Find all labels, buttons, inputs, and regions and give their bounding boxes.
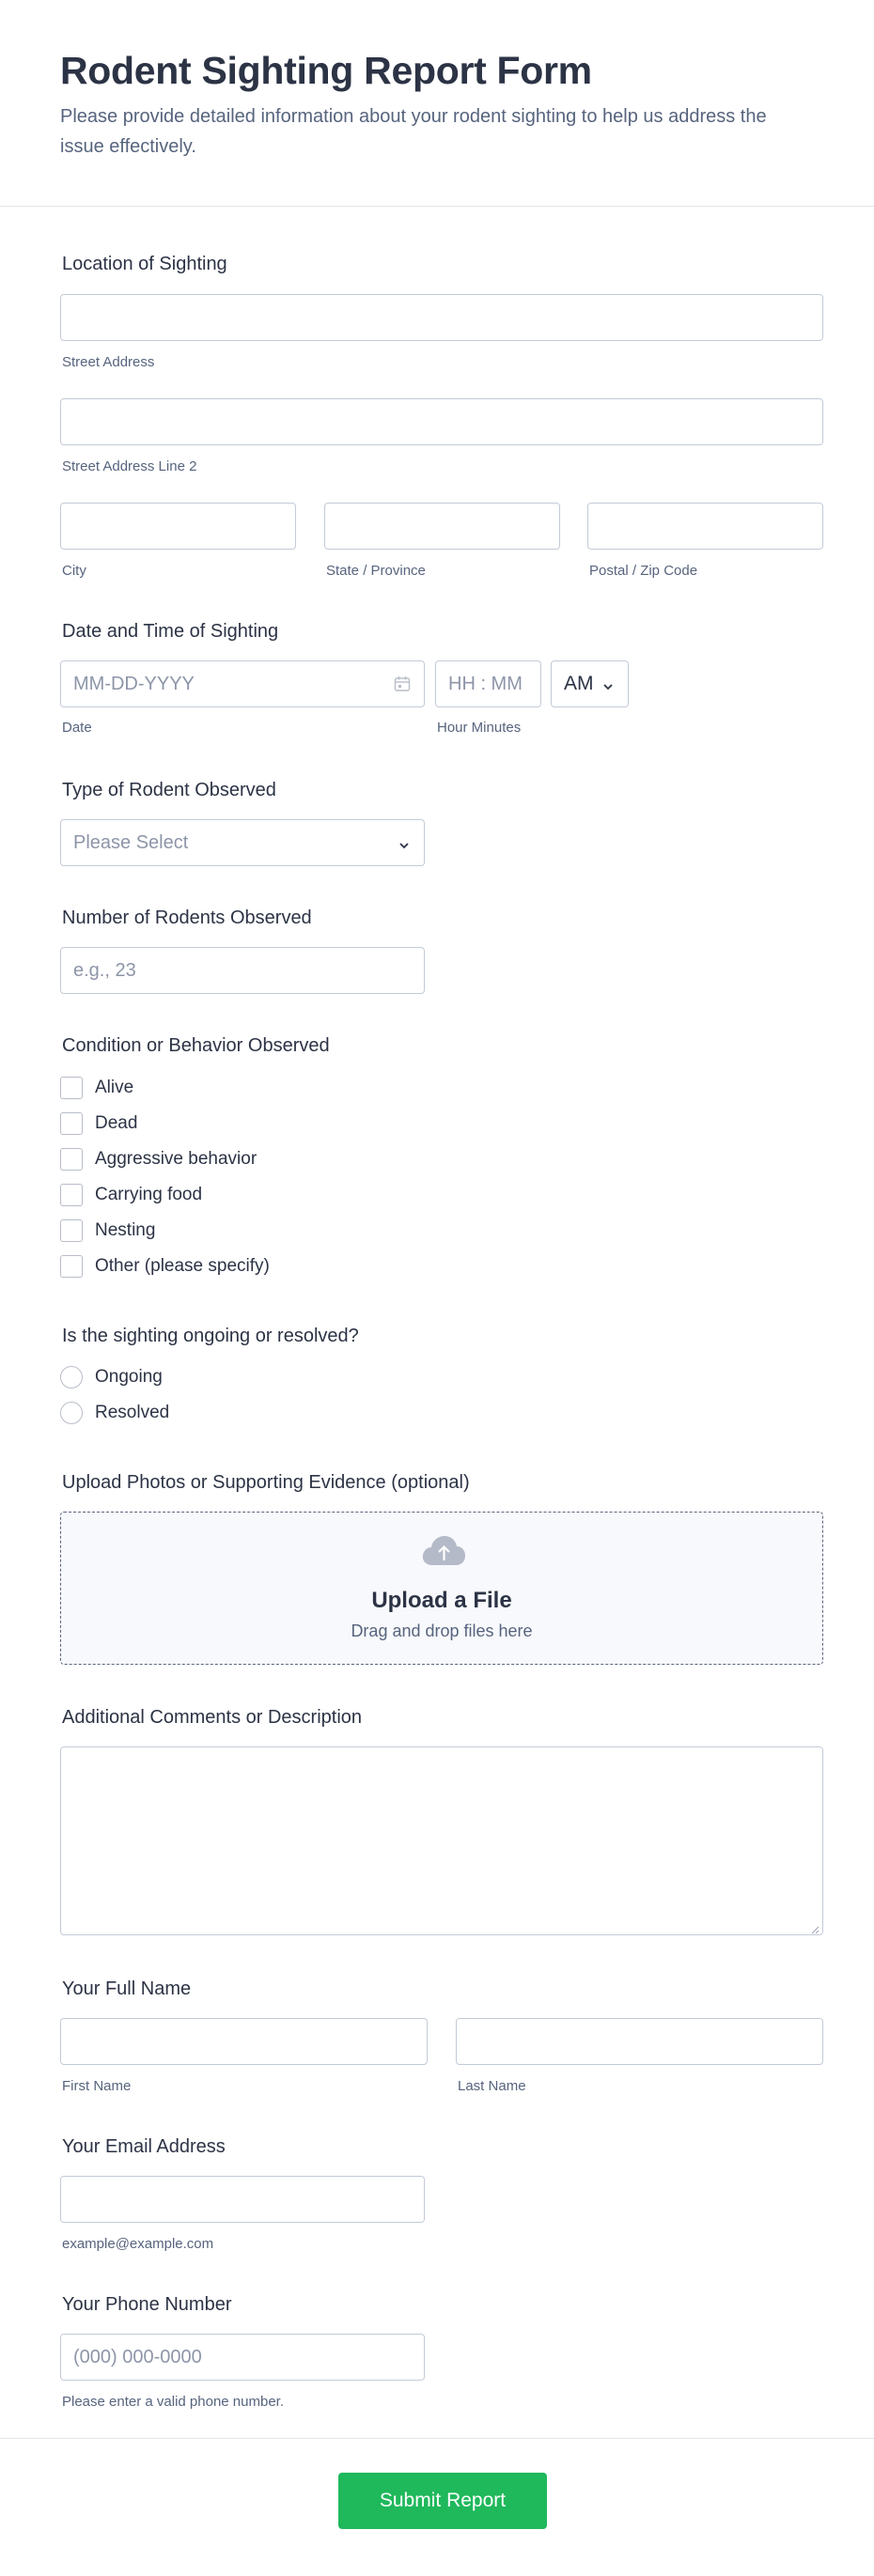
condition-option-carrying-food[interactable]	[60, 1183, 202, 1207]
phone-placeholder: (000) 000-0000	[73, 2346, 202, 2367]
time-input[interactable]	[435, 660, 541, 707]
rodent-type-selected: Please Select	[73, 831, 189, 853]
chevron-down-icon	[398, 836, 411, 849]
email-label: Your Email Address	[62, 2136, 226, 2157]
street-address-2-sublabel: Street Address Line 2	[62, 458, 197, 474]
status-option-resolved[interactable]	[60, 1401, 169, 1425]
checkbox[interactable]	[60, 1219, 83, 1242]
first-name-sublabel: First Name	[62, 2078, 132, 2094]
location-label: Location of Sighting	[62, 254, 227, 274]
first-name-input[interactable]	[60, 2018, 428, 2065]
upload-title: Upload a File	[371, 1588, 512, 1613]
footer-divider	[0, 2438, 874, 2439]
datetime-label: Date and Time of Sighting	[62, 621, 279, 642]
chevron-down-icon	[601, 677, 615, 691]
radio-button[interactable]	[60, 1402, 83, 1424]
file-upload-dropzone[interactable]	[60, 1512, 823, 1665]
checkbox[interactable]	[60, 1255, 83, 1278]
option-label: Dead	[95, 1113, 138, 1133]
zip-input[interactable]	[587, 503, 823, 550]
full-name-label: Your Full Name	[62, 1979, 192, 1999]
status-option-ongoing[interactable]	[60, 1365, 163, 1389]
form-title: Rodent Sighting Report Form	[60, 49, 592, 92]
calendar-icon[interactable]	[394, 675, 411, 692]
city-input[interactable]	[60, 503, 296, 550]
condition-option-nesting[interactable]	[60, 1218, 155, 1243]
email-input[interactable]	[60, 2176, 425, 2223]
condition-label: Condition or Behavior Observed	[62, 1035, 330, 1056]
checkbox[interactable]	[60, 1148, 83, 1171]
rodent-type-select[interactable]	[60, 819, 425, 866]
rodent-type-label: Type of Rodent Observed	[62, 780, 276, 800]
date-input[interactable]	[60, 660, 425, 707]
street-address-input[interactable]	[60, 294, 823, 341]
checkbox[interactable]	[60, 1184, 83, 1206]
condition-option-alive[interactable]	[60, 1076, 133, 1100]
city-sublabel: City	[62, 563, 86, 579]
form-header	[0, 0, 874, 207]
condition-option-other[interactable]	[60, 1254, 270, 1279]
phone-sublabel: Please enter a valid phone number.	[62, 2394, 284, 2410]
condition-option-aggressive[interactable]	[60, 1147, 257, 1172]
option-label: Other (please specify)	[95, 1256, 270, 1276]
option-label: Alive	[95, 1078, 134, 1097]
option-label: Resolved	[95, 1403, 170, 1422]
condition-option-dead[interactable]	[60, 1111, 137, 1136]
radio-button[interactable]	[60, 1366, 83, 1389]
form-subtitle: Please provide detailed information about your rodent sighting to help us address the issue effectively.	[60, 106, 767, 157]
state-input[interactable]	[324, 503, 560, 550]
email-sublabel: example@example.com	[62, 2236, 214, 2252]
phone-label: Your Phone Number	[62, 2294, 232, 2315]
submit-report-button[interactable]: Submit Report	[338, 2473, 547, 2529]
checkbox[interactable]	[60, 1077, 83, 1099]
upload-label: Upload Photos or Supporting Evidence (optional)	[62, 1472, 470, 1493]
last-name-input[interactable]	[456, 2018, 823, 2065]
option-label: Nesting	[95, 1220, 156, 1240]
upload-subtitle: Drag and drop files here	[351, 1622, 533, 1640]
resize-handle-icon[interactable]	[810, 1922, 819, 1932]
checkbox[interactable]	[60, 1112, 83, 1135]
zip-sublabel: Postal / Zip Code	[589, 563, 698, 579]
rodent-count-placeholder: e.g., 23	[73, 959, 136, 981]
last-name-sublabel: Last Name	[458, 2078, 526, 2094]
option-label: Aggressive behavior	[95, 1149, 258, 1169]
option-label: Carrying food	[95, 1185, 203, 1204]
comments-textarea[interactable]	[60, 1746, 823, 1935]
date-sublabel: Date	[62, 720, 92, 736]
street-address-sublabel: Street Address	[62, 354, 155, 370]
comments-label: Additional Comments or Description	[62, 1707, 363, 1728]
option-label: Ongoing	[95, 1367, 163, 1387]
ampm-value: AM	[564, 673, 594, 694]
phone-input[interactable]	[60, 2334, 425, 2381]
time-sublabel: Hour Minutes	[437, 720, 522, 736]
cloud-upload-icon	[421, 1535, 466, 1567]
rodent-count-label: Number of Rodents Observed	[62, 908, 312, 928]
date-placeholder: MM-DD-YYYY	[73, 673, 195, 694]
rodent-count-input[interactable]	[60, 947, 425, 994]
time-placeholder: HH : MM	[448, 673, 523, 694]
state-sublabel: State / Province	[326, 563, 426, 579]
ampm-select[interactable]	[551, 660, 629, 707]
status-label: Is the sighting ongoing or resolved?	[62, 1326, 359, 1346]
street-address-2-input[interactable]	[60, 398, 823, 445]
